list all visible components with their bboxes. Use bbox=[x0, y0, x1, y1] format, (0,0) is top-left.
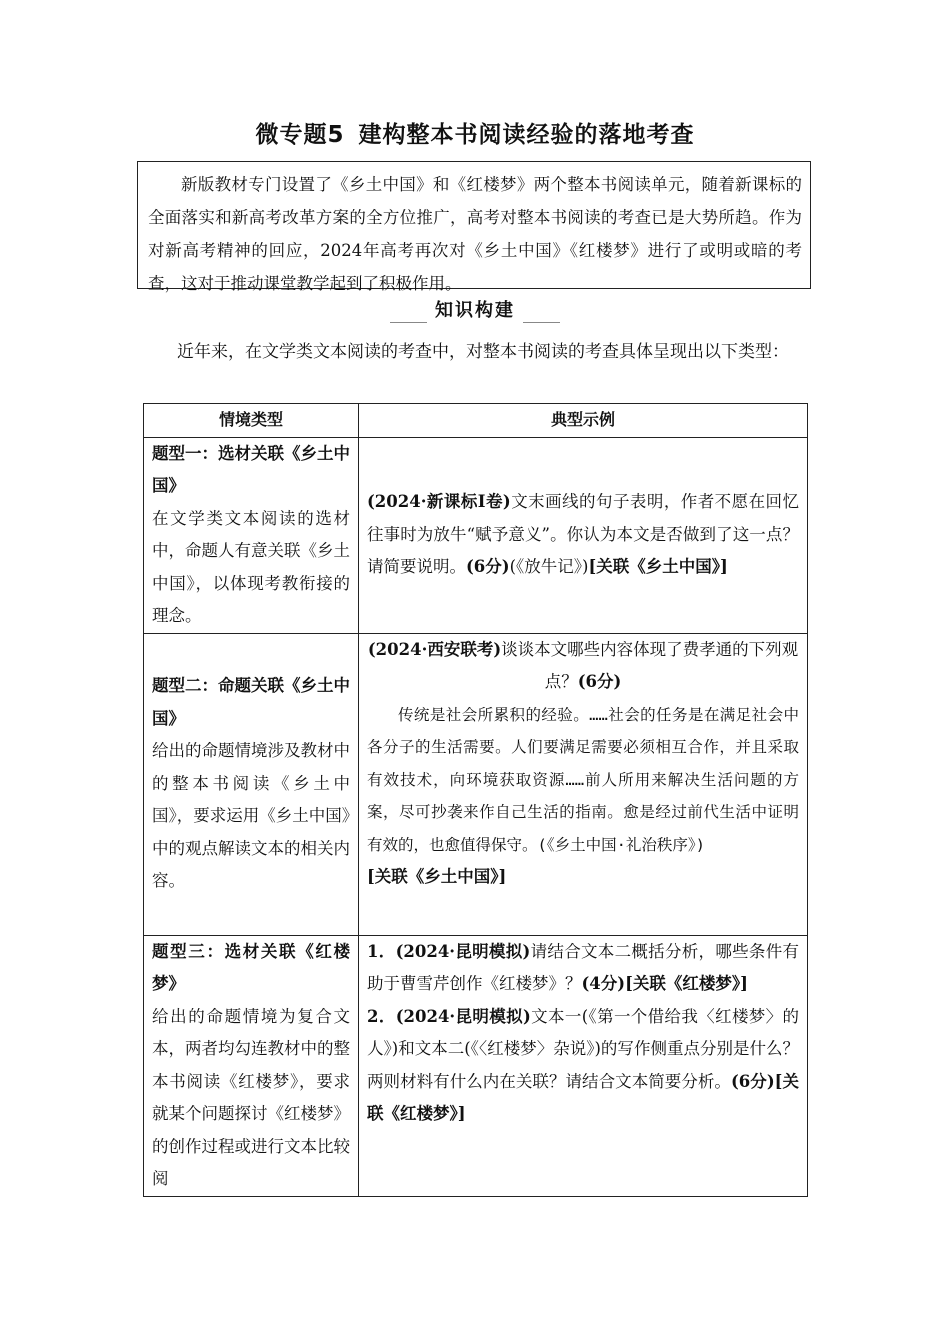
example-score: (6分) bbox=[577, 672, 622, 691]
example-source: (2024·昆明模拟) bbox=[395, 1006, 531, 1026]
question-type-table bbox=[143, 403, 808, 1197]
example-cell bbox=[359, 633, 808, 935]
example-score: (6分) bbox=[730, 1071, 775, 1091]
table-header-row bbox=[144, 404, 808, 438]
example-question bbox=[367, 634, 799, 699]
type-desc: 在文学类文本阅读的选材中，命题人有意关联《乡土中国》，以体现考教衔接的理念。 bbox=[152, 508, 350, 625]
table-row bbox=[144, 633, 808, 935]
lead-paragraph: 近年来，在文学类文本阅读的考查中，对整本书阅读的考查具体呈现出以下类型： bbox=[177, 342, 789, 362]
example-ref: (《放牛记》) bbox=[509, 557, 589, 577]
example-tag: [关联《红楼梦》] bbox=[625, 974, 748, 993]
type-cell bbox=[144, 935, 359, 1196]
example-source: (2024·西安联考) bbox=[367, 639, 502, 659]
type-title: 题型三：选材关联《红楼梦》 bbox=[152, 941, 350, 993]
page-title bbox=[0, 116, 950, 149]
table-row bbox=[144, 437, 808, 633]
example-text: 请结合文本二概括分析，哪些条件有助于曹雪芹创作《红楼梦》？ bbox=[367, 941, 800, 993]
example-cell bbox=[359, 935, 808, 1196]
example-tag: [关联《乡土中国》] bbox=[588, 557, 728, 577]
example-item bbox=[367, 1001, 799, 1131]
example-cell bbox=[359, 437, 808, 633]
section-header-text: 知识构建 bbox=[427, 296, 523, 326]
type-title: 题型一：选材关联《乡土中国》 bbox=[152, 443, 350, 495]
topic-text: 建构整本书阅读经验的落地考查 bbox=[358, 121, 695, 148]
header-typical-example: 典型示例 bbox=[359, 404, 808, 438]
type-cell bbox=[144, 437, 359, 633]
topic-label: 微专题5 bbox=[255, 122, 345, 148]
intro-box bbox=[137, 161, 811, 293]
example-source: (2024·昆明模拟) bbox=[395, 941, 531, 961]
example-quote: 传统是社会所累积的经验。……社会的任务是在满足社会中各分子的生活需要。人们要满足需要必须相互合作，并且采取有效技术，向环境获取资源……前人所用来解决生活问题的方案，尽可抄袭来作自己生活的指南。愈是经过前代生活中证明有效的，也愈值得保守。(《乡土中国·礼治秩序》) bbox=[367, 705, 799, 854]
example-num: 1． bbox=[367, 941, 396, 961]
type-cell bbox=[144, 633, 359, 935]
type-desc: 给出的命题情境涉及教材中的整本书阅读《乡土中国》，要求运用《乡土中国》中的观点解读文本的相关内容。 bbox=[152, 741, 350, 891]
example-num: 2． bbox=[367, 1006, 396, 1026]
example-item bbox=[367, 936, 799, 1001]
example-score: (4分) bbox=[581, 974, 626, 993]
example-score: (6分) bbox=[466, 557, 510, 577]
example-source: (2024·新课标Ⅰ卷) bbox=[367, 492, 511, 512]
section-header bbox=[380, 296, 570, 330]
type-desc: 给出的命题情境为复合文本，两者均勾连教材中的整本书阅读《红楼梦》，要求就某个问题探讨《红楼梦》的创作过程或进行文本比较阅 bbox=[152, 1006, 350, 1188]
table-row bbox=[144, 935, 808, 1196]
example-text: 文本一(《第一个借给我〈红楼梦〉的人》)和文本二(《〈红楼梦〉杂说》)的写作侧重点分别是什么？两则材料有什么内在关联？请结合文本简要分析。 bbox=[367, 1006, 800, 1091]
example-text: 文末画线的句子表明，作者不愿在回忆往事时为放牛“赋予意义”。你认为本文是否做到了这一点？请简要说明。 bbox=[367, 492, 800, 577]
example-tag: [关联《红楼梦》] bbox=[367, 1071, 799, 1123]
type-title: 题型二：命题关联《乡土中国》 bbox=[152, 676, 350, 728]
example-text: 谈谈本文哪些内容体现了费孝通的下列观点？ bbox=[501, 639, 799, 691]
intro-text: 新版教材专门设置了《乡土中国》和《红楼梦》两个整本书阅读单元，随着新课标的全面落实和新高考改革方案的全方位推广，高考对整本书阅读的考查已是大势所趋。作为对新高考精神的回应，2024年高考再次对《乡土中国》《红楼梦》进行了或明或暗的考查，这对于推动课堂教学起到了积极作用。 bbox=[148, 175, 802, 293]
example-tag: [关联《乡土中国》] bbox=[367, 867, 507, 886]
header-situation-type: 情境类型 bbox=[144, 404, 359, 438]
